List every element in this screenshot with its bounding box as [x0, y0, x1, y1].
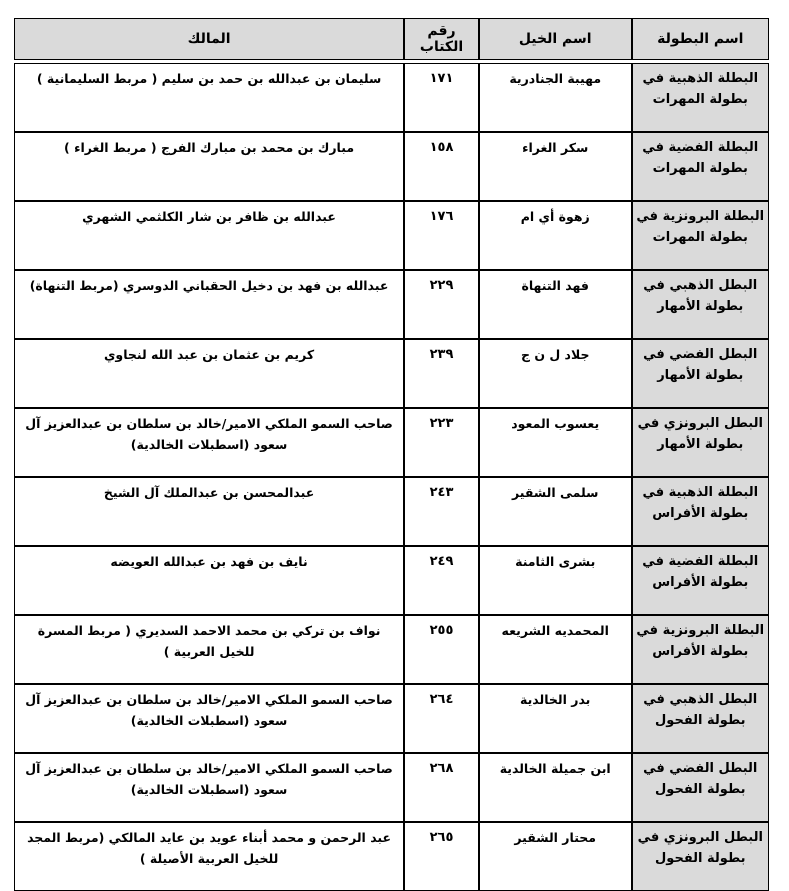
- table-row: [14, 201, 769, 270]
- championship-cell: البطلة الفضية في بطولة الأفراس: [632, 546, 769, 615]
- owner-cell: سليمان بن عبدالله بن حمد بن سليم ( مربط السليمانية ): [14, 63, 404, 132]
- horse-name-cell: يعسوب المعود: [479, 408, 632, 477]
- owner-cell: نواف بن تركي بن محمد الاحمد السديري ( مربط المسرة للخيل العربية ): [14, 615, 404, 684]
- table-row: [14, 546, 769, 615]
- table-row: [14, 822, 769, 891]
- horse-name-cell: جلاد ل ن ج: [479, 339, 632, 408]
- book-number-cell: ٢٦٤: [404, 684, 479, 753]
- table-body: [14, 63, 769, 891]
- owner-cell: مبارك بن محمد بن مبارك الفرج ( مربط الغراء ): [14, 132, 404, 201]
- header-book-number: رقم الكتاب: [404, 18, 479, 60]
- table-row: [14, 270, 769, 339]
- horse-name-cell: محتار الشقير: [479, 822, 632, 891]
- owner-cell: كريم بن عثمان بن عبد الله لنجاوي: [14, 339, 404, 408]
- book-number-cell: ١٥٨: [404, 132, 479, 201]
- owner-cell: صاحب السمو الملكي الامير/خالد بن سلطان بن عبدالعزيز آل سعود (اسطبلات الخالدية): [14, 753, 404, 822]
- championship-cell: البطلة البرونزية في بطولة المهرات: [632, 201, 769, 270]
- book-number-cell: ١٧٦: [404, 201, 479, 270]
- championship-cell: البطل الفضي في بطولة الفحول: [632, 753, 769, 822]
- book-number-cell: ٢٢٣: [404, 408, 479, 477]
- owner-cell: عبدالله بن فهد بن دخيل الحقباني الدوسري (مربط التنهاة): [14, 270, 404, 339]
- book-number-cell: ٢٢٩: [404, 270, 479, 339]
- horse-name-cell: مهيبة الجنادرية: [479, 63, 632, 132]
- horse-name-cell: زهوة أي ام: [479, 201, 632, 270]
- horse-name-cell: بشرى الثامنة: [479, 546, 632, 615]
- header-championship-name: اسم البطولة: [632, 18, 769, 60]
- book-number-cell: ٢٦٥: [404, 822, 479, 891]
- table-row: [14, 132, 769, 201]
- book-number-cell: ٢٥٥: [404, 615, 479, 684]
- owner-cell: نايف بن فهد بن عبدالله العويضه: [14, 546, 404, 615]
- owner-cell: صاحب السمو الملكي الامير/خالد بن سلطان بن عبدالعزيز آل سعود (اسطبلات الخالدية): [14, 684, 404, 753]
- header-row: [14, 18, 769, 60]
- championship-cell: البطلة الذهبية في بطولة المهرات: [632, 63, 769, 132]
- header-horse-name: اسم الخيل: [479, 18, 632, 60]
- horse-name-cell: بدر الخالدية: [479, 684, 632, 753]
- book-number-cell: ٢٤٩: [404, 546, 479, 615]
- owner-cell: عبدالمحسن بن عبدالملك آل الشيخ: [14, 477, 404, 546]
- championship-cell: البطلة الذهبية في بطولة الأفراس: [632, 477, 769, 546]
- owner-cell: صاحب السمو الملكي الامير/خالد بن سلطان بن عبدالعزيز آل سعود (اسطبلات الخالدية): [14, 408, 404, 477]
- championship-cell: البطلة الفضية في بطولة المهرات: [632, 132, 769, 201]
- championship-cell: البطل الذهبي في بطولة الفحول: [632, 684, 769, 753]
- book-number-cell: ٢٤٣: [404, 477, 479, 546]
- championship-cell: البطلة البرونزية في بطولة الأفراس: [632, 615, 769, 684]
- table-row: [14, 408, 769, 477]
- horse-name-cell: سكر الغراء: [479, 132, 632, 201]
- horse-name-cell: فهد التنهاة: [479, 270, 632, 339]
- book-number-cell: ٢٦٨: [404, 753, 479, 822]
- table-row: [14, 684, 769, 753]
- table-row: [14, 477, 769, 546]
- horse-name-cell: المحمديه الشريعه: [479, 615, 632, 684]
- horse-name-cell: ابن جميلة الخالدية: [479, 753, 632, 822]
- horse-name-cell: سلمى الشقير: [479, 477, 632, 546]
- table-row: [14, 753, 769, 822]
- header-owner: المالك: [14, 18, 404, 60]
- championship-cell: البطل الفضي في بطولة الأمهار: [632, 339, 769, 408]
- book-number-cell: ١٧١: [404, 63, 479, 132]
- championship-cell: البطل البرونزي في بطولة الفحول: [632, 822, 769, 891]
- owner-cell: عبدالله بن ظافر بن شار الكلثمي الشهري: [14, 201, 404, 270]
- table-row: [14, 63, 769, 132]
- championship-results-table: [14, 18, 769, 891]
- championship-cell: البطل البرونزي في بطولة الأمهار: [632, 408, 769, 477]
- table-row: [14, 339, 769, 408]
- owner-cell: عبد الرحمن و محمد أبناء عويد بن عايد المالكي (مربط المجد للخيل العربية الأصيلة ): [14, 822, 404, 891]
- table-row: [14, 615, 769, 684]
- book-number-cell: ٢٣٩: [404, 339, 479, 408]
- championship-cell: البطل الذهبي في بطولة الأمهار: [632, 270, 769, 339]
